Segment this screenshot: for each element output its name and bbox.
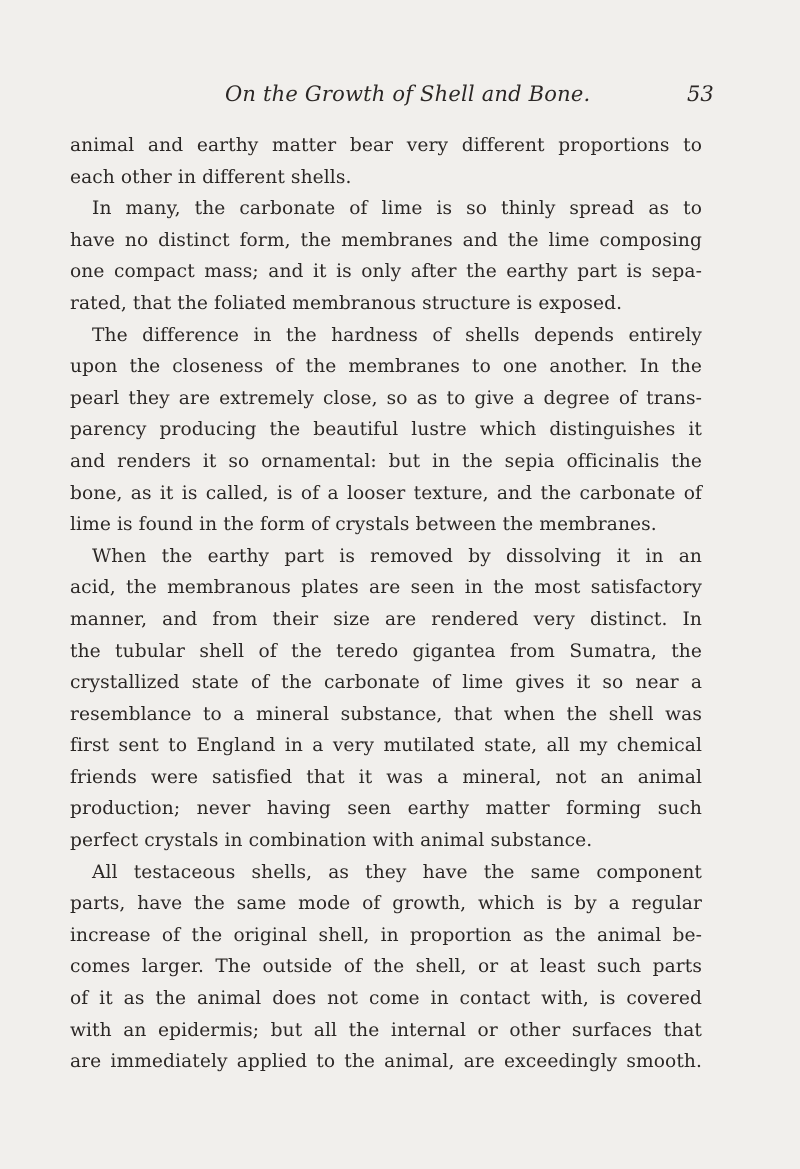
text-line: production; never having seen earthy matter forming such [70, 798, 702, 820]
paragraph-start-line: The difference in the hardness of shells depends entirely [92, 324, 702, 346]
running-head [0, 82, 800, 118]
text-line: bone, as it is called, is of a looser texture, and the carbonate of [70, 482, 702, 504]
text-line: pearl they are extremely close, so as to give a degree of trans- [70, 387, 702, 409]
paragraph-start-line: All testaceous shells, as they have the same component [92, 861, 702, 883]
text-line: acid, the membranous plates are seen in the most satisfactory [70, 577, 702, 599]
text-line: parency producing the beautiful lustre which distinguishes it [70, 419, 702, 441]
text-line: friends were satisfied that it was a mineral, not an animal [70, 766, 702, 788]
text-line: first sent to England in a very mutilated state, all my chemical [70, 735, 702, 757]
text-line: resemblance to a mineral substance, that when the shell was [70, 703, 702, 725]
body-text [70, 130, 702, 1078]
paragraph-start-line: When the earthy part is removed by dissolving it in an [92, 545, 702, 567]
text-line: upon the closeness of the membranes to one another. In the [70, 356, 702, 378]
text-line: one compact mass; and it is only after the earthy part is sepa- [70, 261, 702, 283]
text-line: of it as the animal does not come in contact with, is covered [70, 988, 702, 1010]
text-line: are immediately applied to the animal, are exceedingly smooth. [70, 1051, 702, 1073]
text-line: animal and earthy matter bear very different proportions to [70, 135, 702, 156]
text-line: crystallized state of the carbonate of lime gives it so near a [70, 672, 702, 694]
page-number: 53 [687, 82, 714, 106]
text-line: lime is found in the form of crystals between the membranes. [70, 514, 657, 536]
paragraph-start-line: In many, the carbonate of lime is so thinly spread as to [92, 198, 702, 220]
text-line: the tubular shell of the teredo gigantea from Sumatra, the [70, 640, 702, 662]
text-line: manner, and from their size are rendered very distinct. In [70, 608, 702, 630]
text-line: comes larger. The outside of the shell, or at least such parts [70, 956, 702, 978]
text-line: each other in different shells. [70, 166, 352, 188]
text-line: increase of the original shell, in proportion as the animal be- [70, 924, 702, 946]
text-line: perfect crystals in combination with animal substance. [70, 830, 593, 852]
text-line: have no distinct form, the membranes and the lime composing [70, 229, 702, 251]
text-line: with an epidermis; but all the internal or other surfaces that [70, 1019, 702, 1041]
running-title: On the Growth of Shell and Bone. [225, 82, 591, 106]
text-line: rated, that the foliated membranous structure is exposed. [70, 292, 623, 314]
text-line: and renders it so ornamental: but in the sepia officinalis the [70, 450, 702, 472]
text-line: parts, have the same mode of growth, which is by a regular [70, 893, 702, 915]
